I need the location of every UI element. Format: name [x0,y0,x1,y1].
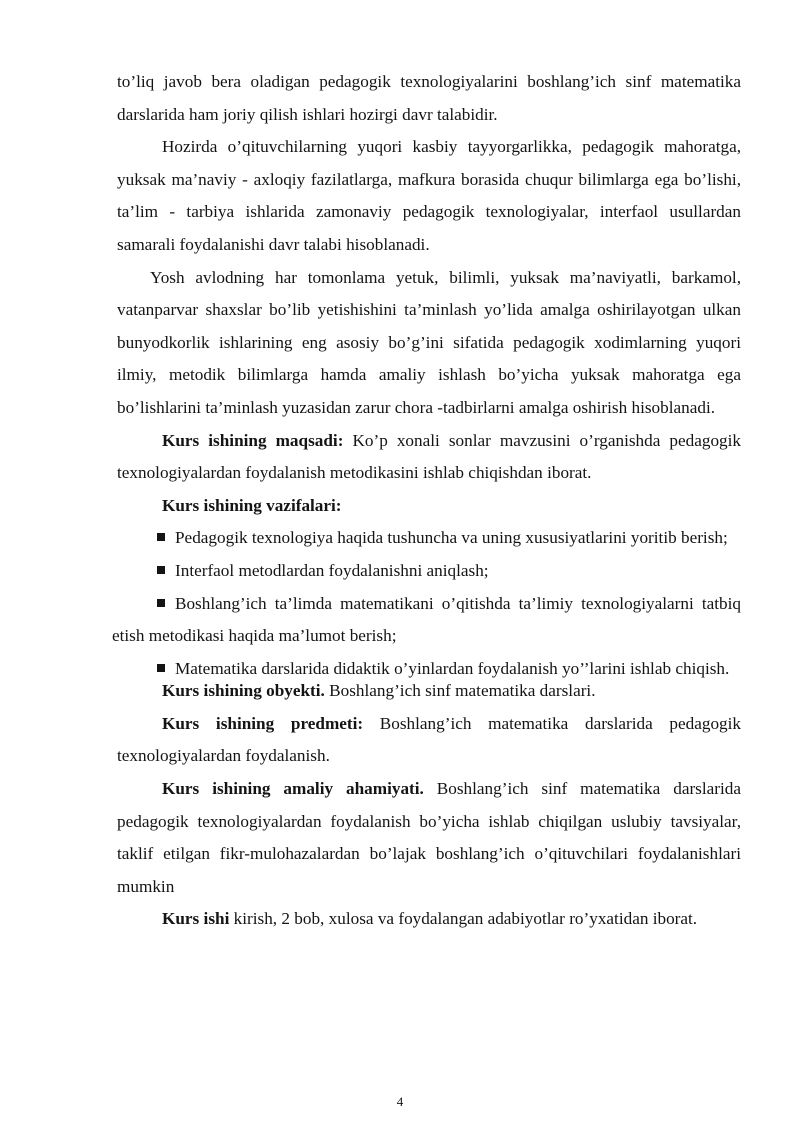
paragraph-youth-development: Yosh avlodning har tomonlama yetuk, bilimli, yuksak ma’naviyatli, barkamol, vatanparvar shaxslar bo’lib yetishishini ta’minlash yo’lida amalga oshirilayotgan ulkan bunyodkorlik ishlarining eng asosiy bo’g’ini sifatida pedagogik xodimlarning yuqori ilmiy, metodik bilimlarga hamda amaliy ishlash bo’yicha yuksak mahoratga ega bo’lishlarini ta’minlash yuzasidan zarur chora -tadbirlarni amalga oshirish hisoblanadi. [117,267,741,417]
square-bullet-icon [157,533,165,541]
paragraph-goal [117,425,741,490]
tasks-list [112,522,741,685]
task-text: Pedagogik texnologiya haqida tushuncha va uning xususiyatlarini yoritib berish; [175,528,728,548]
goal-text: Ko’p xonali sonlar mavzusini o’rganishda pedagogik texnologiyalardan foydalanish metodikasini ishlab chiqishdan iborat. [117,430,741,483]
square-bullet-icon [157,566,165,574]
paragraph-subject [117,708,741,773]
practical-label: Kurs ishining amaliy ahamiyati. [162,779,424,799]
list-item [112,588,741,653]
goal-label: Kurs ishining maqsadi: [162,430,344,450]
list-item [112,555,741,588]
object-text: Boshlang’ich sinf matematika darslari. [324,681,596,701]
structure-label: Kurs ishi [162,909,230,929]
document-page [112,66,742,936]
practical-text: Boshlang’ich sinf matematika darslarida pedagogik texnologiyalardan foydalanish bo’yicha ishlab chiqilgan uslubiy tavsiyalar, taklif etilgan fikr-mulohazalardan bo’lajak boshlang’ich o’qituvchilari foydalanishlari mumkin [117,779,741,896]
structure-text: kirish, 2 bob, xulosa va foydalangan adabiyotlar ro’yxatidan iborat. [229,909,698,929]
task-text: Matematika darslarida didaktik o’yinlardan foydalanish yo’’larini ishlab chiqish. [175,658,730,678]
paragraph-teacher-requirements: Hozirda o’qituvchilarning yuqori kasbiy tayyorgarlikka, pedagogik mahoratga, yuksak ma’naviy - axloqiy fazilatlarga, mafkura borasida chuqur bilimlarga ega bo’lishi, ta’lim - tarbiya ishlarida zamonaviy pedagogik texnologiyalar, interfaol usullardan samarali foydalanishi davr talabi hisoblanadi. [117,137,741,254]
tasks-heading: Kurs ishining vazifalari: [162,495,342,515]
subject-text: Boshlang’ich matematika darslarida pedagogik texnologiyalardan foydalanish. [117,713,742,766]
page-number: 4 [396,1094,404,1109]
task-text: Interfaol metodlardan foydalanishni aniqlash; [175,560,489,580]
paragraph-intro-continuation: to’liq javob bera oladigan pedagogik texnologiyalarini boshlang’ich sinf matematika darslarida ham joriy qilish ishlari hozirgi davr talabidir. [117,72,741,124]
square-bullet-icon [157,599,165,607]
subject-label: Kurs ishining predmeti: [162,713,364,733]
paragraph-structure [117,903,741,936]
task-text: Boshlang’ich ta’limda matematikani o’qitishda ta’limiy texnologiyalarni tatbiq etish metodikasi haqida ma’lumot berish; [112,593,741,646]
square-bullet-icon [157,664,165,672]
object-label: Kurs ishining obyekti. [162,681,325,701]
paragraph-practical-significance [117,773,741,903]
list-item [112,522,741,555]
